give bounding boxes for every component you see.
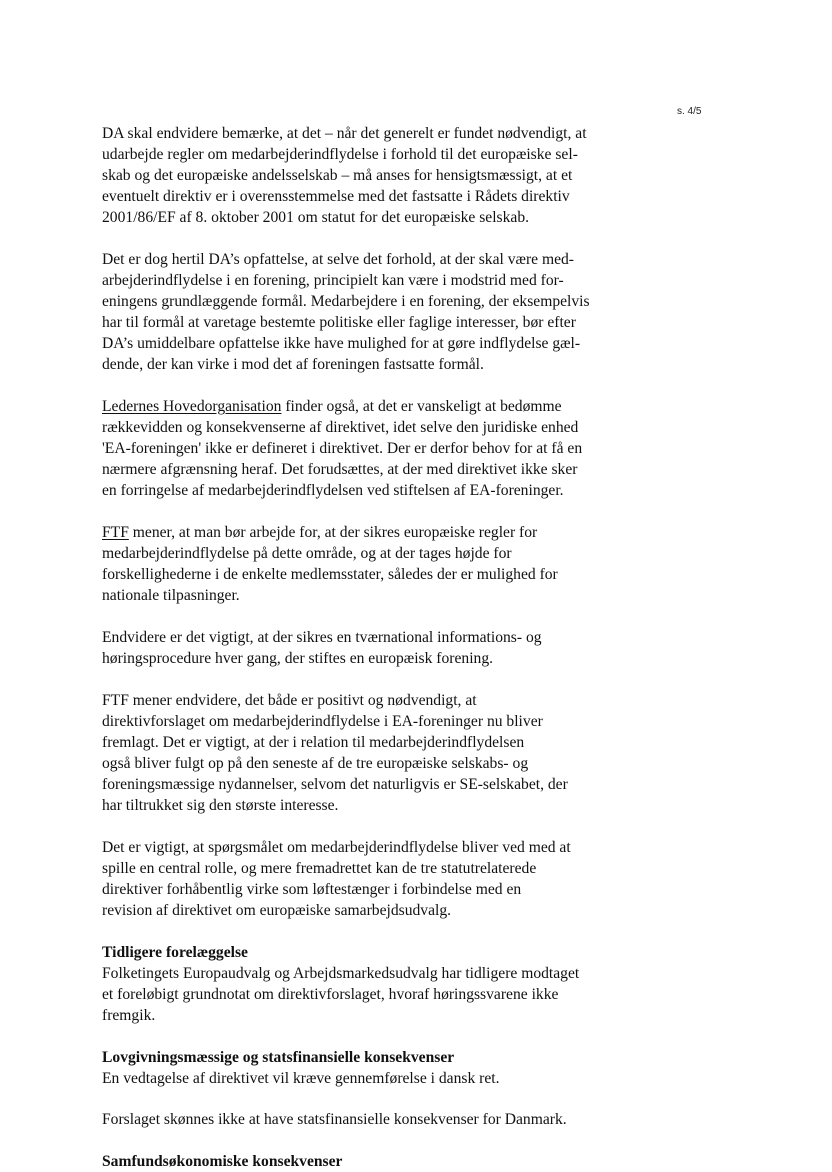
paragraph-central-role	[102, 837, 622, 921]
text-line: eningens grundlæggende formål. Medarbejdere i en forening, der eksempelvis	[102, 293, 590, 310]
text-line: Det er dog hertil DA’s opfattelse, at selve det forhold, at der skal være med-	[102, 251, 574, 268]
text-line: fremgik.	[102, 1007, 156, 1024]
paragraph-lederne	[102, 396, 622, 501]
text-line: En vedtagelse af direktivet vil kræve gennemførelse i dansk ret.	[102, 1070, 500, 1087]
text-line: nationale tilpasninger.	[102, 587, 240, 604]
text-line: direktivforslaget om medarbejderindflydelse i EA-foreninger nu bliver	[102, 713, 543, 730]
text-line: fremlagt. Det er vigtigt, at der i relation til medarbejderindflydelsen	[102, 734, 525, 751]
text-line: direktiver forhåbentlig virke som løftestænger i forbindelse med en	[102, 881, 522, 898]
text-line: skab og det europæiske andelsselskab – må anses for hensigtsmæssigt, at et	[102, 167, 573, 184]
text-line: også bliver fulgt op på den seneste af de tre europæiske selskabs- og	[102, 755, 529, 772]
paragraph-ftf-further	[102, 690, 622, 816]
text-line: DA’s umiddelbare opfattelse ikke have mulighed for at gøre indflydelse gæl-	[102, 335, 581, 352]
text-line: Folketingets Europaudvalg og Arbejdsmarkedsudvalg har tidligere modtaget	[102, 965, 580, 982]
text-line: Forslaget skønnes ikke at have statsfinansielle konsekvenser for Danmark.	[102, 1111, 567, 1128]
text-line: 'EA-foreningen' ikke er defineret i direktivet. Der er derfor behov for at få en	[102, 440, 583, 457]
text-line: eventuelt direktiv er i overensstemmelse med det fastsatte i Rådets direktiv	[102, 188, 570, 205]
text-fragment: finder også, at det er vanskeligt at bedømme	[281, 398, 562, 415]
text-line: udarbejde regler om medarbejderindflydelse i forhold til det europæiske sel-	[102, 146, 578, 163]
text-line: har tiltrukket sig den største interesse.	[102, 797, 339, 814]
text-line: revision af direktivet om europæiske samarbejdsudvalg.	[102, 902, 452, 919]
text-line: Endvidere er det vigtigt, at der sikres en tværnational informations- og	[102, 629, 542, 646]
paragraph-da-remarks	[102, 123, 622, 228]
paragraph-ftf	[102, 522, 622, 606]
text-line: arbejderindflydelse i en forening, principielt kan være i modstrid med for-	[102, 272, 564, 289]
page-number: s. 4/5	[677, 106, 702, 117]
organisation-name: FTF	[102, 524, 129, 541]
text-line: nærmere afgrænsning heraf. Det forudsættes, at der med direktivet ikke sker	[102, 461, 578, 478]
text-line: spille en central rolle, og mere fremadrettet kan de tre statutrelaterede	[102, 860, 537, 877]
paragraph-transnational	[102, 627, 622, 669]
text-line: dende, der kan virke i mod det af foreningen fastsatte formål.	[102, 356, 484, 373]
text-line: et foreløbigt grundnotat om direktivforslaget, hvoraf høringssvarene ikke	[102, 986, 559, 1003]
text-line: en forringelse af medarbejderindflydelsen ved stiftelsen af EA-foreninger.	[102, 482, 564, 499]
section-legal-consequences	[102, 1047, 622, 1130]
section-economic-consequences	[102, 1151, 622, 1172]
section-heading: Samfundsøkonomiske konsekvenser	[102, 1153, 343, 1170]
paragraph-da-opinion	[102, 249, 622, 375]
text-line: rækkevidden og konsekvenserne af direktivet, idet selve den juridiske enhed	[102, 419, 579, 436]
section-previous-submission	[102, 942, 622, 1026]
text-fragment: mener, at man bør arbejde for, at der sikres europæiske regler for	[128, 524, 538, 541]
text-line	[102, 396, 622, 417]
section-heading: Tidligere forelæggelse	[102, 944, 248, 961]
text-line: Det er vigtigt, at spørgsmålet om medarbejderindflydelse bliver ved med at	[102, 839, 571, 856]
section-heading: Lovgivningsmæssige og statsfinansielle konsekvenser	[102, 1049, 455, 1066]
text-line: FTF mener endvidere, det både er positivt og nødvendigt, at	[102, 692, 477, 709]
document-body	[102, 123, 622, 1172]
text-line	[102, 522, 622, 543]
text-line: foreningsmæssige nydannelser, selvom det naturligvis er SE-selskabet, der	[102, 776, 568, 793]
text-line: DA skal endvidere bemærke, at det – når det generelt er fundet nødvendigt, at	[102, 125, 587, 142]
organisation-name: Ledernes Hovedorganisation	[102, 398, 282, 415]
text-line: høringsprocedure hver gang, der stiftes en europæisk forening.	[102, 650, 494, 667]
text-line: forskellighederne i de enkelte medlemsstater, således der er mulighed for	[102, 566, 558, 583]
text-line: 2001/86/EF af 8. oktober 2001 om statut for det europæiske selskab.	[102, 209, 530, 226]
text-line: har til formål at varetage bestemte politiske eller faglige interesser, bør efter	[102, 314, 576, 331]
text-line: medarbejderindflydelse på dette område, og at der tages højde for	[102, 545, 512, 562]
